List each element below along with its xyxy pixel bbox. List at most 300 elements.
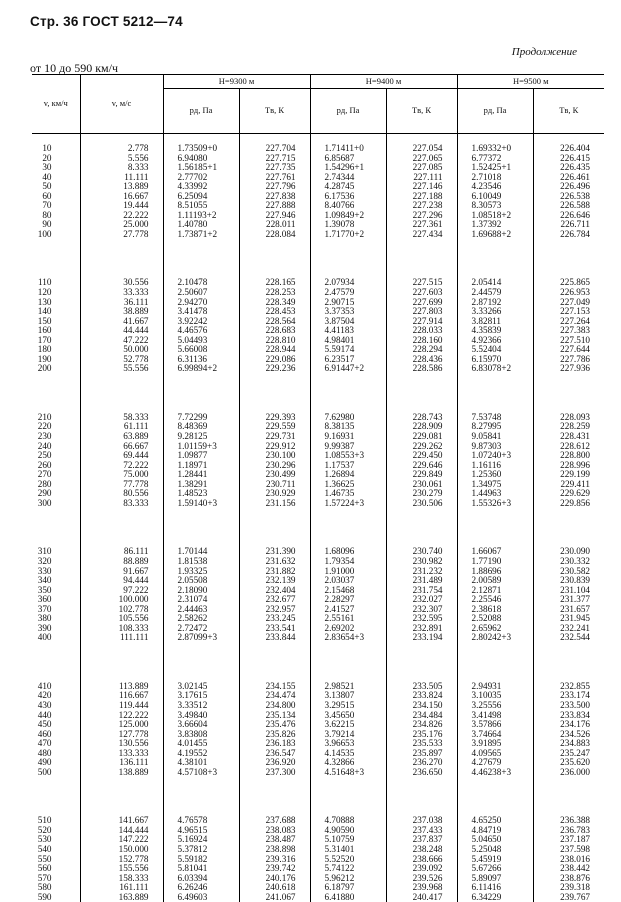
cell-pressure-9400: 1.71770+2 — [310, 230, 386, 240]
cell-pressure-9500: 3.25556 — [457, 701, 533, 711]
cell-pressure-9300: 2.87099+3 — [163, 633, 239, 643]
table-row — [32, 211, 604, 221]
header-v-kmh: v, км/ч — [32, 75, 80, 134]
cell-speed-kmh: 440 — [37, 709, 52, 720]
cell-pressure-9400: 6.85687 — [310, 154, 386, 164]
cell-temp-9400: 235.176 — [386, 730, 457, 740]
cell-pressure-9400: 2.55161 — [310, 614, 386, 624]
cell-speed-ms: 163.889 — [80, 893, 163, 902]
cell-temp-9500: 238.016 — [533, 855, 604, 865]
cell-temp-9500: 228.800 — [533, 451, 604, 461]
cell-temp-9300: 232.677 — [239, 595, 310, 605]
cell-pressure-9300: 4.38101 — [163, 758, 239, 768]
cell-speed-kmh: 20 — [42, 152, 52, 163]
cell-pressure-9300: 2.05508 — [163, 576, 239, 586]
table-row — [32, 220, 604, 230]
cell-temp-9300: 229.236 — [239, 364, 310, 374]
cell-pressure-9500: 2.94931 — [457, 643, 533, 692]
cell-speed-kmh: 90 — [42, 219, 52, 230]
cell-pressure-9300: 1.70144 — [163, 508, 239, 557]
table-row — [32, 489, 604, 499]
cell-speed-kmh: 370 — [37, 603, 52, 614]
cell-pressure-9500: 3.57866 — [457, 720, 533, 730]
cell-pressure-9400: 6.41880 — [310, 893, 386, 902]
cell-pressure-9500: 4.35839 — [457, 326, 533, 336]
cell-temp-9300: 227.761 — [239, 173, 310, 183]
table-row — [32, 557, 604, 567]
cell-temp-9300: 234.800 — [239, 701, 310, 711]
table-row — [32, 422, 604, 432]
table-row — [32, 307, 604, 317]
cell-pressure-9400: 2.03037 — [310, 576, 386, 586]
cell-pressure-9500: 1.16116 — [457, 461, 533, 471]
cell-speed-kmh: 290 — [37, 488, 52, 499]
cell-speed-kmh: 80 — [42, 209, 52, 220]
cell-speed-kmh: 390 — [37, 622, 52, 633]
cell-speed-ms: 36.111 — [80, 298, 163, 308]
cell-pressure-9500: 5.67266 — [457, 864, 533, 874]
cell-speed-ms: 75.000 — [80, 470, 163, 480]
table-row — [32, 355, 604, 365]
cell-speed-kmh: 530 — [37, 834, 52, 845]
cell-temp-9300: 231.156 — [239, 499, 310, 509]
cell-pressure-9400: 1.17537 — [310, 461, 386, 471]
cell-pressure-9500: 9.05841 — [457, 432, 533, 442]
table-row — [32, 298, 604, 308]
cell-pressure-9300: 1.56185+1 — [163, 163, 239, 173]
cell-pressure-9300: 2.50607 — [163, 288, 239, 298]
cell-speed-kmh: 220 — [37, 421, 52, 432]
table-row — [32, 336, 604, 346]
cell-speed-ms: 152.778 — [80, 855, 163, 865]
cell-pressure-9500: 6.83078+2 — [457, 364, 533, 374]
cell-pressure-9500: 3.33266 — [457, 307, 533, 317]
cell-pressure-9300: 3.66604 — [163, 720, 239, 730]
cell-temp-9400: 227.054 — [386, 134, 457, 154]
cell-pressure-9500: 2.00589 — [457, 576, 533, 586]
cell-pressure-9500: 5.52404 — [457, 345, 533, 355]
cell-temp-9400: 228.743 — [386, 374, 457, 423]
cell-speed-ms: 41.667 — [80, 317, 163, 327]
cell-temp-9400: 231.754 — [386, 586, 457, 596]
cell-pressure-9400: 3.37353 — [310, 307, 386, 317]
cell-pressure-9500: 5.25048 — [457, 845, 533, 855]
cell-speed-kmh: 420 — [37, 690, 52, 701]
cell-speed-ms: 77.778 — [80, 480, 163, 490]
cell-speed-ms: 150.000 — [80, 845, 163, 855]
cell-pressure-9300: 5.81041 — [163, 864, 239, 874]
cell-speed-kmh: 40 — [42, 171, 52, 182]
table-row — [32, 730, 604, 740]
cell-speed-kmh: 10 — [42, 143, 52, 153]
cell-pressure-9300: 1.09877 — [163, 451, 239, 461]
cell-temp-9400: 227.434 — [386, 230, 457, 240]
cell-pressure-9300: 3.41478 — [163, 307, 239, 317]
table-row — [32, 442, 604, 452]
cell-speed-ms: 44.444 — [80, 326, 163, 336]
cell-speed-kmh: 230 — [37, 431, 52, 442]
cell-temp-9300: 229.086 — [239, 355, 310, 365]
table-row — [32, 845, 604, 855]
cell-pressure-9500: 7.53748 — [457, 374, 533, 423]
cell-speed-kmh: 70 — [42, 200, 52, 211]
cell-temp-9300: 229.912 — [239, 442, 310, 452]
cell-temp-9300: 228.453 — [239, 307, 310, 317]
cell-speed-kmh: 60 — [42, 190, 52, 201]
cell-temp-9300: 231.882 — [239, 567, 310, 577]
table-row — [32, 163, 604, 173]
cell-pressure-9500: 2.52088 — [457, 614, 533, 624]
cell-speed-kmh: 430 — [37, 699, 52, 710]
cell-speed-ms: 136.111 — [80, 758, 163, 768]
cell-speed-kmh: 480 — [37, 747, 52, 758]
cell-temp-9500: 231.657 — [533, 605, 604, 615]
cell-speed-kmh: 450 — [37, 719, 52, 730]
table-row — [32, 201, 604, 211]
cell-temp-9400: 227.515 — [386, 239, 457, 288]
cell-pressure-9400: 4.14535 — [310, 749, 386, 759]
cell-speed-ms: 72.222 — [80, 461, 163, 471]
cell-pressure-9400: 4.32866 — [310, 758, 386, 768]
cell-temp-9500: 228.996 — [533, 461, 604, 471]
cell-pressure-9400: 3.87504 — [310, 317, 386, 327]
cell-temp-9400: 233.505 — [386, 643, 457, 692]
cell-pressure-9300: 1.01159+3 — [163, 442, 239, 452]
cell-speed-ms: 127.778 — [80, 730, 163, 740]
cell-pressure-9400: 1.09849+2 — [310, 211, 386, 221]
cell-speed-ms: 161.111 — [80, 883, 163, 893]
cell-speed-ms: 122.222 — [80, 711, 163, 721]
cell-pressure-9500: 6.34229 — [457, 893, 533, 902]
cell-temp-9400: 227.803 — [386, 307, 457, 317]
cell-temp-9500: 239.767 — [533, 893, 604, 902]
cell-pressure-9400: 2.07934 — [310, 239, 386, 288]
cell-temp-9400: 233.824 — [386, 691, 457, 701]
table-row — [32, 192, 604, 202]
cell-speed-kmh: 130 — [37, 296, 52, 307]
cell-pressure-9500: 1.34975 — [457, 480, 533, 490]
cell-temp-9500: 236.000 — [533, 768, 604, 778]
cell-temp-9400: 227.296 — [386, 211, 457, 221]
cell-temp-9500: 226.646 — [533, 211, 604, 221]
page-header: Стр. 36 ГОСТ 5212—74 — [30, 14, 183, 29]
cell-pressure-9300: 2.44463 — [163, 605, 239, 615]
cell-temp-9500: 229.629 — [533, 489, 604, 499]
cell-pressure-9400: 1.39078 — [310, 220, 386, 230]
cell-pressure-9500: 3.91895 — [457, 739, 533, 749]
cell-pressure-9300: 8.48369 — [163, 422, 239, 432]
cell-pressure-9300: 4.33992 — [163, 182, 239, 192]
table-row — [32, 567, 604, 577]
cell-pressure-9300: 1.59140+3 — [163, 499, 239, 509]
cell-temp-9400: 232.595 — [386, 614, 457, 624]
cell-speed-kmh: 500 — [37, 766, 52, 777]
cell-temp-9400: 236.650 — [386, 768, 457, 778]
cell-pressure-9400: 1.46735 — [310, 489, 386, 499]
table-row — [32, 432, 604, 442]
cell-speed-kmh: 470 — [37, 738, 52, 749]
table-row — [32, 508, 604, 557]
table-row — [32, 739, 604, 749]
table-row — [32, 364, 604, 374]
row-group — [32, 508, 604, 642]
cell-temp-9500: 239.318 — [533, 883, 604, 893]
cell-pressure-9300: 5.66008 — [163, 345, 239, 355]
cell-temp-9400: 227.699 — [386, 298, 457, 308]
cell-temp-9500: 226.461 — [533, 173, 604, 183]
cell-speed-kmh: 210 — [37, 411, 52, 422]
cell-pressure-9500: 4.09565 — [457, 749, 533, 759]
cell-speed-kmh: 340 — [37, 575, 52, 586]
cell-pressure-9400: 8.40766 — [310, 201, 386, 211]
cell-pressure-9300: 2.10478 — [163, 239, 239, 288]
cell-pressure-9400: 5.52520 — [310, 855, 386, 865]
cell-temp-9500: 228.612 — [533, 442, 604, 452]
cell-temp-9300: 239.316 — [239, 855, 310, 865]
cell-speed-ms: 50.000 — [80, 345, 163, 355]
cell-speed-ms: 125.000 — [80, 720, 163, 730]
cell-pressure-9500: 2.44579 — [457, 288, 533, 298]
table-row — [32, 230, 604, 240]
cell-temp-9300: 228.564 — [239, 317, 310, 327]
cell-temp-9500: 226.953 — [533, 288, 604, 298]
cell-pressure-9400: 5.74122 — [310, 864, 386, 874]
cell-temp-9500: 233.174 — [533, 691, 604, 701]
cell-pressure-9500: 4.23546 — [457, 182, 533, 192]
cell-temp-9400: 227.238 — [386, 201, 457, 211]
cell-temp-9300: 233.541 — [239, 624, 310, 634]
cell-pressure-9300: 3.17615 — [163, 691, 239, 701]
cell-temp-9500: 225.865 — [533, 239, 604, 288]
cell-pressure-9500: 1.55326+3 — [457, 499, 533, 509]
cell-temp-9300: 227.946 — [239, 211, 310, 221]
cell-temp-9400: 233.194 — [386, 633, 457, 643]
cell-temp-9500: 226.496 — [533, 182, 604, 192]
cell-pressure-9500: 1.88696 — [457, 567, 533, 577]
cell-pressure-9300: 6.94080 — [163, 154, 239, 164]
cell-speed-kmh: 200 — [37, 363, 52, 374]
cell-speed-kmh: 410 — [37, 680, 52, 691]
cell-speed-ms: 111.111 — [80, 633, 163, 643]
cell-speed-kmh: 180 — [37, 344, 52, 355]
cell-temp-9300: 240.176 — [239, 874, 310, 884]
cell-pressure-9500: 4.92366 — [457, 336, 533, 346]
cell-temp-9400: 238.666 — [386, 855, 457, 865]
table-row — [32, 614, 604, 624]
table-row — [32, 317, 604, 327]
cell-speed-ms: 8.333 — [80, 163, 163, 173]
cell-pressure-9400: 3.29515 — [310, 701, 386, 711]
cell-speed-kmh: 550 — [37, 853, 52, 864]
cell-pressure-9300: 2.94270 — [163, 298, 239, 308]
cell-pressure-9500: 9.87303 — [457, 442, 533, 452]
cell-temp-9400: 227.361 — [386, 220, 457, 230]
cell-temp-9400: 229.450 — [386, 451, 457, 461]
cell-pressure-9500: 2.38618 — [457, 605, 533, 615]
cell-pressure-9300: 5.37812 — [163, 845, 239, 855]
table-row — [32, 173, 604, 183]
cell-temp-9300: 228.810 — [239, 336, 310, 346]
cell-speed-kmh: 570 — [37, 872, 52, 883]
cell-pressure-9500: 1.52425+1 — [457, 163, 533, 173]
cell-pressure-9300: 1.73871+2 — [163, 230, 239, 240]
cell-temp-9400: 228.586 — [386, 364, 457, 374]
cell-pressure-9300: 5.59182 — [163, 855, 239, 865]
cell-temp-9500: 227.383 — [533, 326, 604, 336]
table-row — [32, 711, 604, 721]
cell-temp-9300: 227.704 — [239, 134, 310, 154]
table-row — [32, 691, 604, 701]
table-row — [32, 288, 604, 298]
cell-speed-kmh: 510 — [37, 815, 52, 826]
cell-speed-ms: 158.333 — [80, 874, 163, 884]
cell-pressure-9300: 2.18090 — [163, 586, 239, 596]
cell-temp-9400: 228.909 — [386, 422, 457, 432]
cell-speed-ms: 97.222 — [80, 586, 163, 596]
header-v-ms: v, м/с — [80, 75, 163, 134]
cell-pressure-9300: 3.92242 — [163, 317, 239, 327]
cell-temp-9400: 227.065 — [386, 154, 457, 164]
cell-temp-9500: 234.883 — [533, 739, 604, 749]
cell-temp-9500: 233.834 — [533, 711, 604, 721]
cell-speed-kmh: 110 — [38, 277, 52, 288]
cell-temp-9300: 228.011 — [239, 220, 310, 230]
cell-pressure-9400: 8.38135 — [310, 422, 386, 432]
cell-pressure-9400: 5.31401 — [310, 845, 386, 855]
header-temperature: Tв, К — [386, 89, 457, 134]
cell-temp-9300: 235.826 — [239, 730, 310, 740]
cell-temp-9300: 233.844 — [239, 633, 310, 643]
cell-temp-9500: 226.538 — [533, 192, 604, 202]
cell-speed-kmh: 100 — [37, 228, 52, 239]
cell-speed-kmh: 560 — [37, 863, 52, 874]
header-temperature: Tв, К — [533, 89, 604, 134]
cell-temp-9500: 229.411 — [533, 480, 604, 490]
table-row — [32, 758, 604, 768]
cell-temp-9500: 227.786 — [533, 355, 604, 365]
cell-temp-9500: 226.404 — [533, 134, 604, 154]
cell-pressure-9500: 1.07240+3 — [457, 451, 533, 461]
cell-pressure-9300: 1.18971 — [163, 461, 239, 471]
table-row — [32, 855, 604, 865]
cell-pressure-9500: 2.87192 — [457, 298, 533, 308]
cell-temp-9300: 235.134 — [239, 711, 310, 721]
cell-temp-9400: 229.262 — [386, 442, 457, 452]
cell-temp-9500: 228.259 — [533, 422, 604, 432]
cell-pressure-9400: 5.96212 — [310, 874, 386, 884]
cell-pressure-9300: 4.96515 — [163, 826, 239, 836]
cell-temp-9400: 231.232 — [386, 567, 457, 577]
cell-pressure-9400: 3.13807 — [310, 691, 386, 701]
row-group — [32, 239, 604, 373]
cell-temp-9300: 238.083 — [239, 826, 310, 836]
cell-temp-9300: 228.253 — [239, 288, 310, 298]
cell-pressure-9400: 2.15468 — [310, 586, 386, 596]
cell-pressure-9500: 8.27995 — [457, 422, 533, 432]
cell-temp-9500: 230.839 — [533, 576, 604, 586]
cell-pressure-9400: 7.62980 — [310, 374, 386, 423]
cell-temp-9500: 237.598 — [533, 845, 604, 855]
cell-temp-9300: 232.139 — [239, 576, 310, 586]
table-row — [32, 768, 604, 778]
cell-speed-ms: 22.222 — [80, 211, 163, 221]
cell-speed-kmh: 140 — [37, 306, 52, 317]
table-row — [32, 883, 604, 893]
cell-pressure-9400: 3.79214 — [310, 730, 386, 740]
cell-temp-9500: 233.500 — [533, 701, 604, 711]
cell-speed-kmh: 300 — [37, 497, 52, 508]
cell-speed-ms: 133.333 — [80, 749, 163, 759]
cell-temp-9400: 228.294 — [386, 345, 457, 355]
cell-pressure-9400: 2.69202 — [310, 624, 386, 634]
cell-pressure-9300: 6.99894+2 — [163, 364, 239, 374]
table-row — [32, 624, 604, 634]
cell-pressure-9500: 1.44963 — [457, 489, 533, 499]
cell-speed-kmh: 350 — [37, 584, 52, 595]
cell-temp-9500: 228.093 — [533, 374, 604, 423]
cell-temp-9300: 236.547 — [239, 749, 310, 759]
cell-pressure-9400: 2.74344 — [310, 173, 386, 183]
cell-speed-kmh: 190 — [37, 353, 52, 364]
cell-temp-9400: 227.146 — [386, 182, 457, 192]
cell-temp-9500: 235.620 — [533, 758, 604, 768]
cell-speed-kmh: 490 — [37, 757, 52, 768]
cell-speed-ms: 11.111 — [80, 173, 163, 183]
table-row — [32, 499, 604, 509]
cell-pressure-9400: 9.16931 — [310, 432, 386, 442]
cell-speed-ms: 130.556 — [80, 739, 163, 749]
cell-temp-9300: 228.165 — [239, 239, 310, 288]
cell-pressure-9300: 5.04493 — [163, 336, 239, 346]
cell-pressure-9300: 5.16924 — [163, 835, 239, 845]
cell-pressure-9300: 2.58262 — [163, 614, 239, 624]
cell-speed-ms: 138.889 — [80, 768, 163, 778]
cell-temp-9500: 226.588 — [533, 201, 604, 211]
cell-pressure-9300: 3.02145 — [163, 643, 239, 692]
cell-temp-9500: 230.332 — [533, 557, 604, 567]
cell-pressure-9400: 1.71411+0 — [310, 134, 386, 154]
cell-temp-9300: 227.838 — [239, 192, 310, 202]
cell-pressure-9500: 1.77190 — [457, 557, 533, 567]
cell-temp-9300: 235.476 — [239, 720, 310, 730]
table-row — [32, 720, 604, 730]
cell-temp-9500: 232.855 — [533, 643, 604, 692]
cell-pressure-9500: 6.11416 — [457, 883, 533, 893]
table-row — [32, 480, 604, 490]
continuation-label: Продолжение — [511, 46, 577, 58]
header-pressure: pд, Па — [163, 89, 239, 134]
cell-pressure-9500: 6.10049 — [457, 192, 533, 202]
cell-speed-ms: 116.667 — [80, 691, 163, 701]
cell-temp-9400: 229.849 — [386, 470, 457, 480]
cell-temp-9300: 241.067 — [239, 893, 310, 902]
cell-temp-9300: 227.888 — [239, 201, 310, 211]
cell-pressure-9400: 2.41527 — [310, 605, 386, 615]
cell-pressure-9300: 2.31074 — [163, 595, 239, 605]
cell-temp-9400: 232.307 — [386, 605, 457, 615]
cell-speed-kmh: 150 — [37, 315, 52, 326]
cell-speed-ms: 19.444 — [80, 201, 163, 211]
cell-pressure-9500: 6.15970 — [457, 355, 533, 365]
cell-speed-kmh: 460 — [37, 728, 52, 739]
cell-pressure-9400: 3.96653 — [310, 739, 386, 749]
cell-pressure-9300: 6.03394 — [163, 874, 239, 884]
cell-temp-9300: 230.929 — [239, 489, 310, 499]
cell-temp-9400: 234.150 — [386, 701, 457, 711]
cell-pressure-9500: 5.04650 — [457, 835, 533, 845]
table-row — [32, 777, 604, 826]
cell-speed-ms: 155.556 — [80, 864, 163, 874]
